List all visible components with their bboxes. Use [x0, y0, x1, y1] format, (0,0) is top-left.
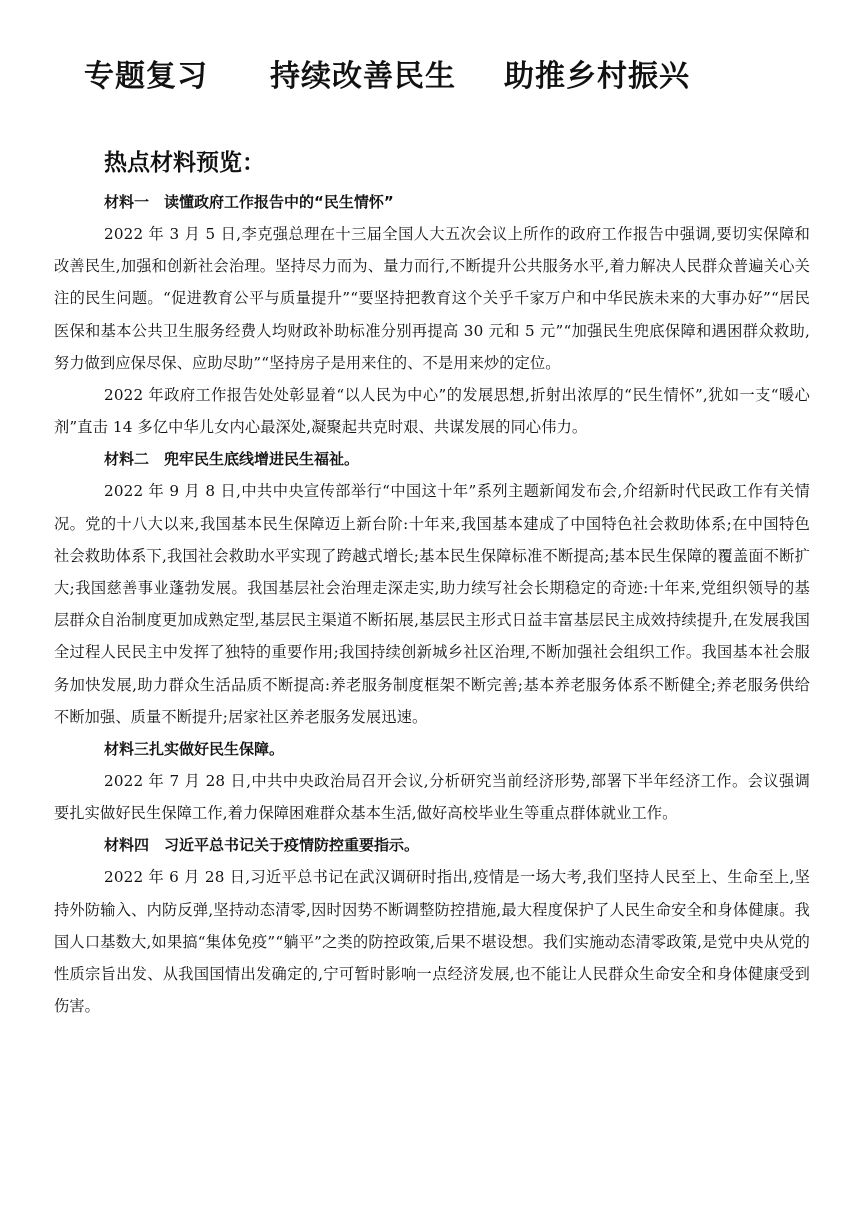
material-paragraph: 2022 年 6 月 28 日,习近平总书记在武汉调研时指出,疫情是一场大考,我们坚持人民至上、生命至上,坚持外防输入、内防反弹,坚持动态清零,因时因势不断调整防控措施,最大程度保护了人民生命安全和身体健康。我国人口基数大,如果搞“集体免疫”“躺平”之类的防控政策,后果不堪设想。我们实施动态清零政策,是党中央从党的性质宗旨出发、从我国国情出发确定的,宁可暂时影响一点经济发展,也不能让人民群众生命安全和身体健康受到伤害。 [54, 868, 810, 1016]
material-paragraph: 2022 年 3 月 5 日,李克强总理在十三届全国人大五次会议上所作的政府工作报告中强调,要切实保障和改善民生,加强和创新社会治理。坚持尽力而为、量力而行,不断提升公共服务水平,着力解决人民群众普遍关心关注的民生问题。“促进教育公平与质量提升”“要坚持把教育这个关乎千家万户和中华民族未来的大事办好”“居民医保和基本公共卫生服务经费人均财政补助标准分别再提高 30 元和 5 元”“加强民生兜底保障和遇困群众救助,努力做到应保尽保、应助尽助”“坚持房子是用来住的、不是用来炒的定位。 [54, 225, 810, 372]
title-part-3: 助推乡村振兴 [504, 59, 690, 94]
material-heading: 材料三扎实做好民生保障。 [104, 740, 285, 759]
material-paragraph: 2022 年 9 月 8 日,中共中央宣传部举行“中国这十年”系列主题新闻发布会,介绍新时代民政工作有关情况。党的十八大以来,我国基本民生保障迈上新台阶:十年来,我国基本建成了中国特色社会救助体系;在中国特色社会救助体系下,我国社会救助水平实现了跨越式增长;基本民生保障标准不断提高;基本民生保障的覆盖面不断扩大;我国慈善事业蓬勃发展。我国基层社会治理走深走实,助力续写社会长期稳定的奇迹:十年来,党组织领导的基层群众自治制度更加成熟定型,基层民主渠道不断拓展,基层民主形式日益丰富基层民主成效持续提升,在发展我国全过程人民民主中发挥了独特的重要作用;我国持续创新城乡社区治理,不断加强社会组织工作。我国基本社会服务加快发展,助力群众生活品质不断提高:养老服务制度框架不断完善;基本养老服务体系不断健全;养老服务供给不断加强、质量不断提升;居家社区养老服务发展迅速。 [54, 482, 810, 726]
material-paragraph: 2022 年政府工作报告处处彰显着“以人民为中心”的发展思想,折射出浓厚的“民生情怀”,犹如一支“暖心剂”直击 14 多亿中华儿女内心最深处,凝聚起共克时艰、共谋发展的同心伟力。 [54, 386, 810, 437]
document-page [54, 54, 810, 1022]
section-heading: 热点材料预览： [104, 150, 265, 176]
page-title [84, 54, 810, 100]
material-heading: 材料四 习近平总书记关于疫情防控重要指示。 [104, 836, 420, 855]
material-3 [54, 733, 810, 829]
material-2 [54, 443, 810, 733]
material-1 [54, 186, 810, 443]
material-heading: 材料二 兜牢民生底线增进民生福祉。 [104, 450, 360, 469]
material-paragraph: 2022 年 7 月 28 日,中共中央政治局召开会议,分析研究当前经济形势,部署下半年经济工作。会议强调要扎实做好民生保障工作,着力保障困难群众基本生活,做好高校毕业生等重点群体就业工作。 [54, 772, 810, 823]
title-part-2: 持续改善民生 [270, 59, 456, 94]
material-4 [54, 829, 810, 1022]
material-heading: 材料一 读懂政府工作报告中的“民生情怀” [104, 193, 394, 211]
title-part-1: 专题复习 [84, 59, 208, 94]
